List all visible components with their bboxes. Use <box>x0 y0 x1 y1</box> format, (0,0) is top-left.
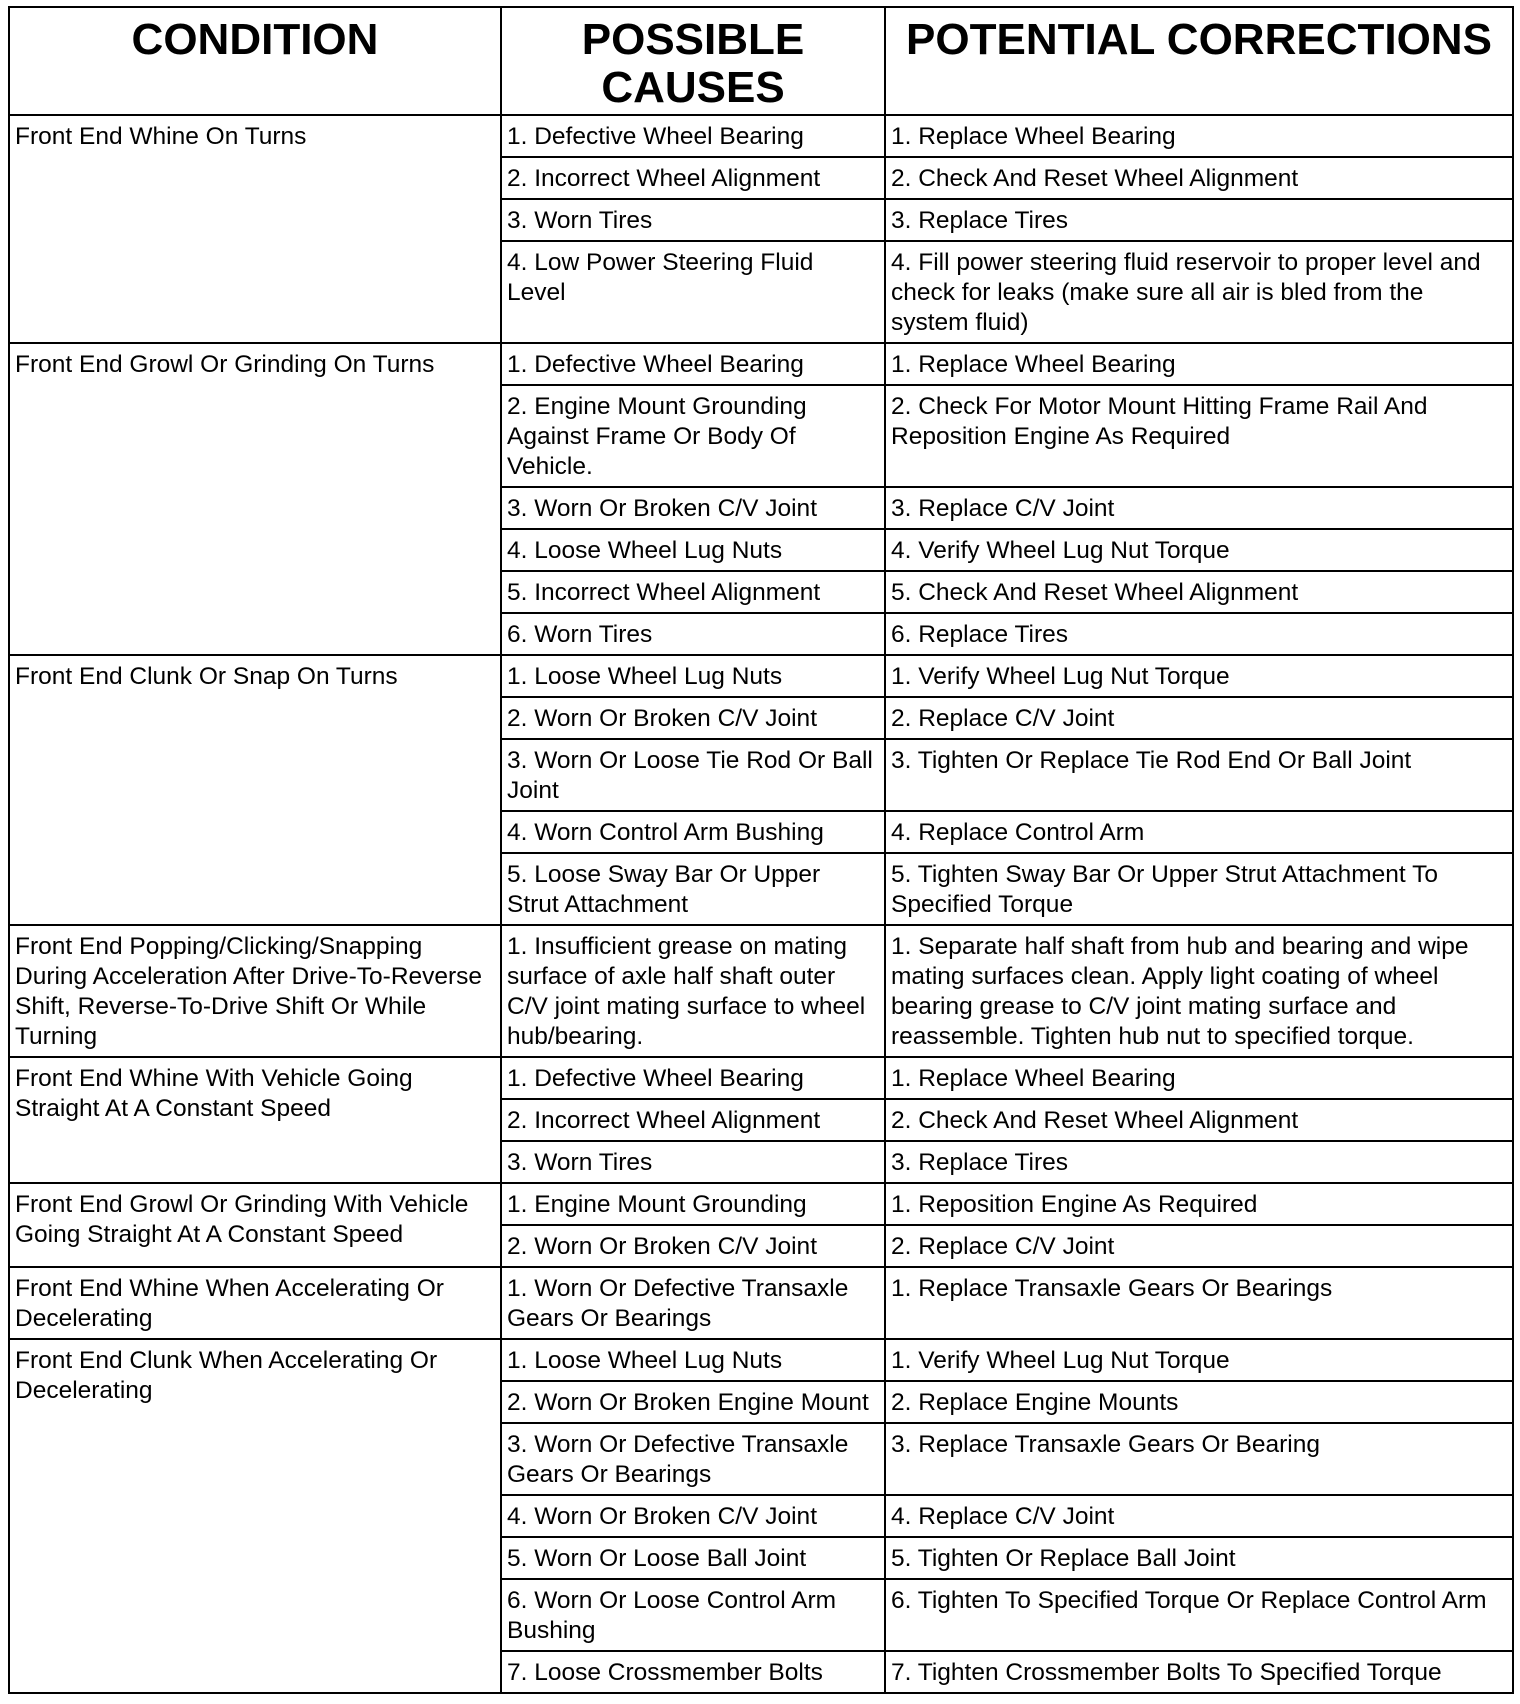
cause-cell: 1. Defective Wheel Bearing <box>501 115 885 157</box>
condition-cell: Front End Growl Or Grinding On Turns <box>9 343 501 655</box>
correction-cell: 7. Tighten Crossmember Bolts To Specified Torque <box>885 1651 1513 1693</box>
correction-cell: 1. Verify Wheel Lug Nut Torque <box>885 1339 1513 1381</box>
table-row <box>9 1267 1513 1339</box>
condition-cell: Front End Growl Or Grinding With Vehicle Going Straight At A Constant Speed <box>9 1183 501 1267</box>
cause-cell: 6. Worn Tires <box>501 613 885 655</box>
header-row <box>9 7 1513 115</box>
correction-cell: 3. Replace C/V Joint <box>885 487 1513 529</box>
correction-cell: 4. Verify Wheel Lug Nut Torque <box>885 529 1513 571</box>
correction-cell: 4. Replace C/V Joint <box>885 1495 1513 1537</box>
cause-cell: 3. Worn Tires <box>501 1141 885 1183</box>
cause-cell: 1. Insufficient grease on mating surface of axle half shaft outer C/V joint mating surface to wheel hub/bearing. <box>501 925 885 1057</box>
correction-cell: 4. Replace Control Arm <box>885 811 1513 853</box>
header-corrections: POTENTIAL CORRECTIONS <box>885 7 1513 115</box>
correction-cell: 1. Verify Wheel Lug Nut Torque <box>885 655 1513 697</box>
cause-cell: 2. Incorrect Wheel Alignment <box>501 1099 885 1141</box>
table-row <box>9 655 1513 697</box>
cause-cell: 5. Loose Sway Bar Or Upper Strut Attachment <box>501 853 885 925</box>
correction-cell: 2. Check And Reset Wheel Alignment <box>885 1099 1513 1141</box>
cause-cell: 1. Loose Wheel Lug Nuts <box>501 655 885 697</box>
cause-cell: 6. Worn Or Loose Control Arm Bushing <box>501 1579 885 1651</box>
condition-cell: Front End Popping/Clicking/Snapping During Acceleration After Drive-To-Reverse Shift, Reverse-To-Drive Shift Or While Turning <box>9 925 501 1057</box>
condition-cell: Front End Clunk Or Snap On Turns <box>9 655 501 925</box>
table-row <box>9 115 1513 157</box>
table-row <box>9 1339 1513 1381</box>
correction-cell: 2. Replace C/V Joint <box>885 1225 1513 1267</box>
table-row <box>9 925 1513 1057</box>
cause-cell: 2. Incorrect Wheel Alignment <box>501 157 885 199</box>
cause-cell: 1. Loose Wheel Lug Nuts <box>501 1339 885 1381</box>
table-row <box>9 343 1513 385</box>
cause-cell: 4. Worn Or Broken C/V Joint <box>501 1495 885 1537</box>
cause-cell: 2. Worn Or Broken C/V Joint <box>501 697 885 739</box>
cause-cell: 2. Worn Or Broken Engine Mount <box>501 1381 885 1423</box>
cause-cell: 3. Worn Tires <box>501 199 885 241</box>
header-condition: CONDITION <box>9 7 501 115</box>
correction-cell: 3. Replace Tires <box>885 1141 1513 1183</box>
correction-cell: 1. Replace Wheel Bearing <box>885 1057 1513 1099</box>
correction-cell: 3. Tighten Or Replace Tie Rod End Or Ball Joint <box>885 739 1513 811</box>
cause-cell: 1. Defective Wheel Bearing <box>501 1057 885 1099</box>
correction-cell: 2. Check For Motor Mount Hitting Frame Rail And Reposition Engine As Required <box>885 385 1513 487</box>
correction-cell: 1. Replace Wheel Bearing <box>885 343 1513 385</box>
correction-cell: 3. Replace Transaxle Gears Or Bearing <box>885 1423 1513 1495</box>
correction-cell: 1. Reposition Engine As Required <box>885 1183 1513 1225</box>
cause-cell: 5. Incorrect Wheel Alignment <box>501 571 885 613</box>
table-row <box>9 1057 1513 1099</box>
correction-cell: 5. Check And Reset Wheel Alignment <box>885 571 1513 613</box>
correction-cell: 2. Replace Engine Mounts <box>885 1381 1513 1423</box>
cause-cell: 4. Low Power Steering Fluid Level <box>501 241 885 343</box>
condition-cell: Front End Clunk When Accelerating Or Decelerating <box>9 1339 501 1693</box>
correction-cell: 1. Replace Transaxle Gears Or Bearings <box>885 1267 1513 1339</box>
cause-cell: 5. Worn Or Loose Ball Joint <box>501 1537 885 1579</box>
diagnosis-table <box>8 6 1514 1694</box>
cause-cell: 3. Worn Or Loose Tie Rod Or Ball Joint <box>501 739 885 811</box>
cause-cell: 4. Loose Wheel Lug Nuts <box>501 529 885 571</box>
correction-cell: 6. Tighten To Specified Torque Or Replace Control Arm <box>885 1579 1513 1651</box>
correction-cell: 2. Replace C/V Joint <box>885 697 1513 739</box>
correction-cell: 3. Replace Tires <box>885 199 1513 241</box>
cause-cell: 2. Engine Mount Grounding Against Frame Or Body Of Vehicle. <box>501 385 885 487</box>
correction-cell: 1. Replace Wheel Bearing <box>885 115 1513 157</box>
cause-cell: 3. Worn Or Defective Transaxle Gears Or Bearings <box>501 1423 885 1495</box>
correction-cell: 1. Separate half shaft from hub and bearing and wipe mating surfaces clean. Apply light coating of wheel bearing grease to C/V joint mating surface and reassemble. Tighten hub nut to specified torque. <box>885 925 1513 1057</box>
correction-cell: 6. Replace Tires <box>885 613 1513 655</box>
cause-cell: 1. Engine Mount Grounding <box>501 1183 885 1225</box>
correction-cell: 4. Fill power steering fluid reservoir to proper level and check for leaks (make sure all air is bled from the system fluid) <box>885 241 1513 343</box>
cause-cell: 3. Worn Or Broken C/V Joint <box>501 487 885 529</box>
condition-cell: Front End Whine When Accelerating Or Decelerating <box>9 1267 501 1339</box>
correction-cell: 5. Tighten Or Replace Ball Joint <box>885 1537 1513 1579</box>
condition-cell: Front End Whine On Turns <box>9 115 501 343</box>
cause-cell: 4. Worn Control Arm Bushing <box>501 811 885 853</box>
header-causes: POSSIBLE CAUSES <box>501 7 885 115</box>
cause-cell: 1. Worn Or Defective Transaxle Gears Or Bearings <box>501 1267 885 1339</box>
correction-cell: 2. Check And Reset Wheel Alignment <box>885 157 1513 199</box>
correction-cell: 5. Tighten Sway Bar Or Upper Strut Attachment To Specified Torque <box>885 853 1513 925</box>
cause-cell: 7. Loose Crossmember Bolts <box>501 1651 885 1693</box>
cause-cell: 1. Defective Wheel Bearing <box>501 343 885 385</box>
table-row <box>9 1183 1513 1225</box>
table-body <box>9 115 1513 1693</box>
cause-cell: 2. Worn Or Broken C/V Joint <box>501 1225 885 1267</box>
condition-cell: Front End Whine With Vehicle Going Straight At A Constant Speed <box>9 1057 501 1183</box>
